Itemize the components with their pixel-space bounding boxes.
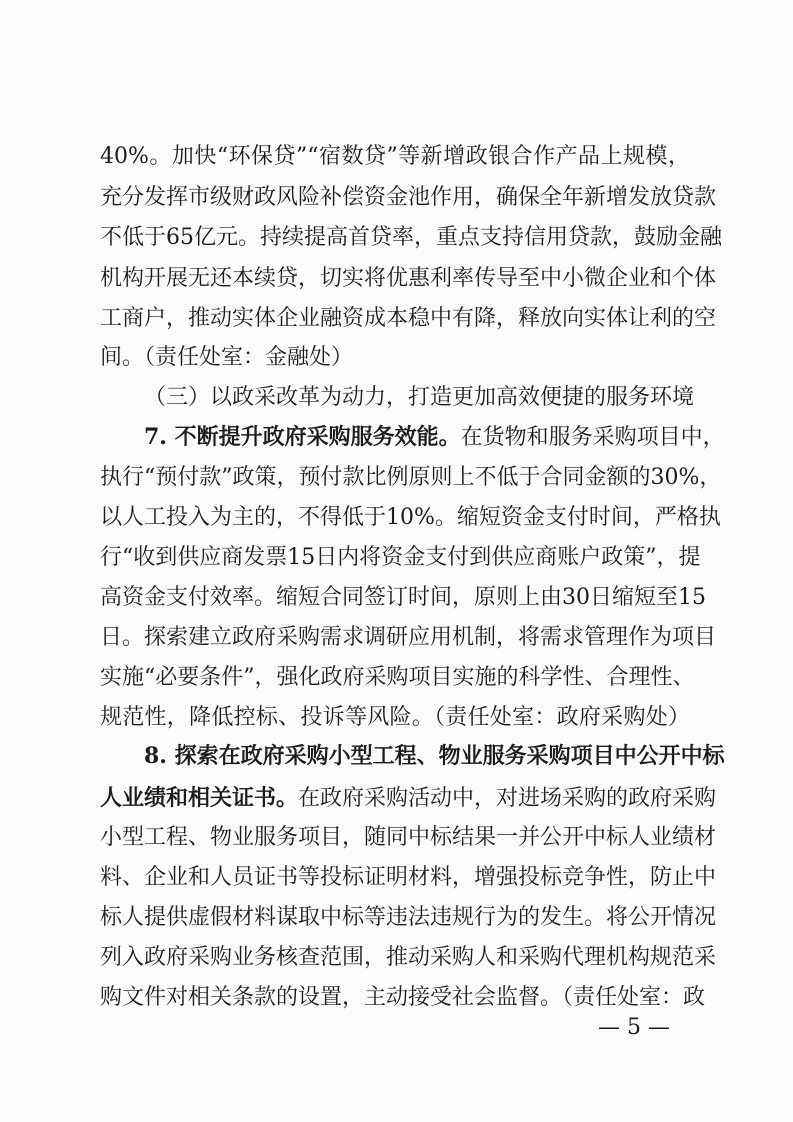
text-line: 购文件对相关条款的设置，主动接受社会监督。（责任处室：政 — [100, 985, 706, 1010]
item-8-second-line — [100, 782, 717, 814]
text-line: 小型工程、物业服务项目，随同中标结果一并公开中标人业绩材 — [100, 825, 717, 850]
item-8-second-line-text: 在政府采购活动中，对进场采购的政府采购 — [298, 786, 717, 811]
text-line: 规范性，降低控标、投诉等风险。（责任处室：政府采购处） — [100, 705, 690, 730]
text-line: 工商户，推动实体企业融资成本稳中有降，释放向实体让利的空 — [100, 306, 717, 331]
item-8-title-continued: 人业绩和相关证书。 — [100, 785, 299, 811]
item-7-title: 7. 不断提升政府采购服务效能。 — [144, 424, 461, 450]
section-heading: （三）以政采改革为动力，打造更加高效便捷的服务环境 — [144, 385, 695, 410]
text-line: 以人工投入为主的，不得低于10%。缩短资金支付时间，严格执 — [100, 505, 721, 530]
text-line: 间。（责任处室：金融处） — [100, 345, 354, 370]
item-8-title: 8. 探索在政府采购小型工程、物业服务采购项目中公开中标 — [144, 743, 725, 769]
text-line: 日。探索建立政府采购需求调研应用机制，将需求管理作为项目 — [100, 625, 717, 650]
text-line: 实施“必要条件”，强化政府采购项目实施的科学性、合理性、 — [100, 665, 695, 690]
text-line: 料、企业和人员证书等投标证明材料，增强投标竞争性，防止中 — [100, 865, 717, 890]
text-line: 机构开展无还本续贷，切实将优惠利率传导至中小微企业和个体 — [100, 266, 717, 291]
text-line: 执行“预付款”政策，预付款比例原则上不低于合同金额的30%， — [100, 465, 722, 490]
text-line: 高资金支付效率。缩短合同签订时间，原则上由30日缩短至15 — [100, 585, 706, 610]
text-line: 标人提供虚假材料谋取中标等违法违规行为的发生。将公开情况 — [100, 905, 717, 930]
text-line: 不低于65亿元。持续提高首贷率，重点支持信用贷款，鼓励金融 — [100, 225, 722, 250]
text-line: 40%。加快“环保贷”“宿数贷”等新增政银合作产品上规模， — [100, 144, 690, 169]
text-line: 行“收到供应商发票15日内将资金支付到供应商账户政策”，提 — [100, 545, 701, 570]
text-line: 列入政府采购业务核查范围，推动采购人和采购代理机构规范采 — [100, 945, 717, 970]
item-7-first-line-text: 在货物和服务采购项目中， — [460, 425, 725, 450]
page-number: — 5 — — [598, 1015, 670, 1040]
item-7-first-line — [144, 421, 725, 453]
text-line: 充分发挥市级财政风险补偿资金池作用，确保全年新增发放贷款 — [100, 185, 717, 210]
